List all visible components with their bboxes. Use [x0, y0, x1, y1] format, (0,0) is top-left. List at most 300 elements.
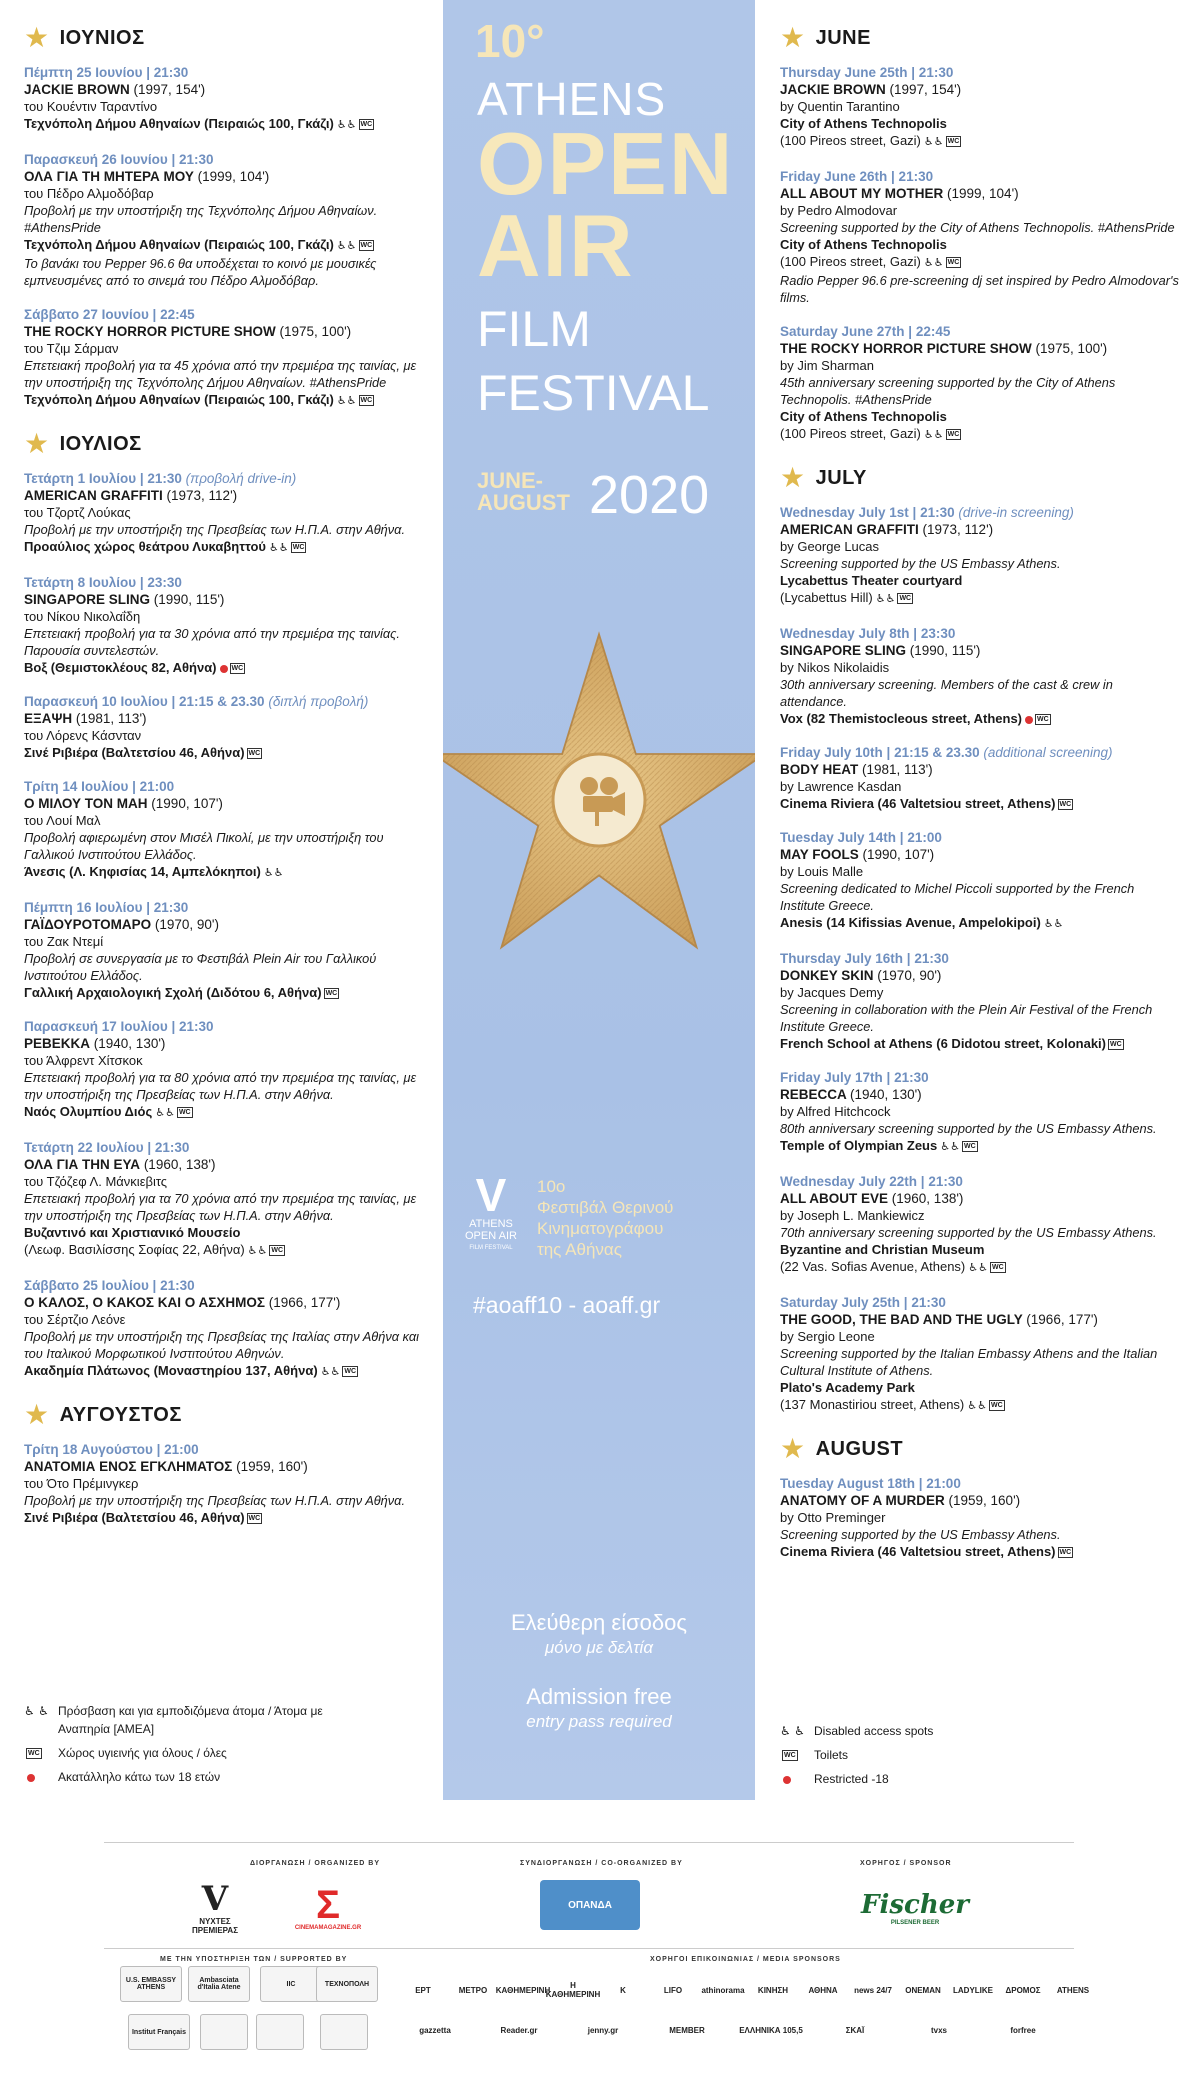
film-meta: (1966, 177') [268, 1295, 341, 1310]
film-title-text: THE ROCKY HORROR PICTURE SHOW [780, 341, 1032, 356]
venue [24, 744, 424, 761]
organized-by-heading: ΔΙΟΡΓΑΝΩΣΗ / ORGANIZED BY [250, 1860, 381, 1867]
screening-entry [780, 625, 1180, 727]
screening-note: 80th anniversary screening supported by the US Embassy Athens. [780, 1121, 1157, 1136]
film-title-text: SINGAPORE SLING [24, 592, 151, 607]
film-title [24, 1156, 424, 1173]
venue [780, 236, 1180, 253]
screening-date [24, 64, 424, 81]
film-title-text: AMERICAN GRAFFITI [780, 522, 919, 537]
supporter-logo: Ambasciata d'Italia Atene [188, 1966, 250, 2002]
screening-date [780, 168, 1180, 185]
venue-name: Τεχνόπολη Δήμου Αθηναίων (Πειραιώς 100, Γκάζι) [24, 237, 334, 252]
director: του Τζιμ Σάρμαν [24, 341, 119, 356]
legend-restricted [24, 1768, 354, 1786]
wheelchair-icon: ♿ ♿ [780, 1724, 805, 1738]
screening-entry [24, 1139, 424, 1260]
date-text: Wednesday July 8th | 23:30 [780, 626, 956, 641]
legend-greek [24, 1702, 354, 1792]
wc-icon: WC [991, 1402, 1003, 1410]
film-meta: (1981, 113') [75, 711, 147, 726]
venue-name: French School at Athens (6 Didotou street, Kolonaki) [780, 1036, 1106, 1051]
film-meta: (1975, 100') [279, 324, 352, 339]
film-title [780, 1190, 1180, 1207]
screening-entry [780, 1475, 1180, 1560]
venue-name: Βυζαντινό και Χριστιανικό Μουσείο [24, 1225, 241, 1240]
director: του Κουέντιν Ταραντίνο [24, 99, 158, 114]
screening-date [780, 323, 1180, 340]
venue-name: City of Athens Technopolis [780, 116, 947, 131]
wheelchair-icon: ♿♿ [967, 1400, 987, 1412]
screening-note: 70th anniversary screening supported by the US Embassy Athens. [780, 1225, 1157, 1240]
screening-note: Screening supported by the US Embassy Athens. [780, 556, 1061, 571]
screening-entry [24, 470, 424, 557]
venue [780, 1241, 1180, 1258]
venue-address [24, 1241, 424, 1260]
media-logo: ΣΚΑΪ [845, 2025, 865, 2035]
venue-address-text: (100 Pireos street, Gazi) [780, 426, 921, 441]
film-meta: (1966, 177') [1026, 1312, 1098, 1327]
banner-open: OPEN [477, 114, 735, 213]
screening-date [24, 151, 424, 168]
venue-name: Ναός Ολυμπίου Διός [24, 1104, 153, 1119]
film-meta: (1960, 138') [891, 1191, 964, 1206]
supported-by-heading: ΜΕ ΤΗΝ ΥΠΟΣΤΗΡΙΞΗ ΤΩΝ / SUPPORTED BY [160, 1956, 348, 1963]
screening-entry [24, 1018, 424, 1122]
film-meta: (1940, 130') [93, 1036, 166, 1051]
star-icon: ★ [780, 1433, 806, 1464]
date-text: Τρίτη 14 Ιουλίου | 21:00 [24, 779, 175, 794]
screening-date [780, 1475, 1180, 1492]
wc-icon: WC [292, 544, 305, 552]
legend-toilet [24, 1744, 354, 1762]
venue [24, 659, 424, 676]
film-title-text: ΟΛΑ ΓΙΑ ΤΗΝ ΕΥΑ [24, 1157, 141, 1172]
film-title-text: JACKIE BROWN [24, 82, 130, 97]
screening-date [24, 778, 424, 795]
film-title [24, 323, 424, 340]
month-name: JULY [815, 466, 867, 489]
month-name: ΙΟΥΛΙΟΣ [59, 432, 142, 455]
screening-date [24, 306, 424, 323]
media-logo: ΕΡΤ [415, 1985, 431, 1995]
dates-june: JUNE- [477, 468, 544, 493]
venue-address [780, 1258, 1180, 1277]
film-title [780, 1311, 1180, 1328]
date-text: Παρασκευή 26 Ιουνίου | 21:30 [24, 152, 214, 167]
month-heading [24, 1401, 424, 1429]
director: by Pedro Almodovar [780, 203, 898, 218]
director: by Jacques Demy [780, 985, 884, 1000]
film-meta: (1973, 112') [166, 488, 238, 503]
wc-icon: WC [991, 1264, 1004, 1272]
wheelchair-icon: ♿♿ [923, 136, 944, 148]
film-meta: (1960, 138') [143, 1157, 216, 1172]
film-meta: (1981, 113') [862, 762, 933, 777]
date-note: (drive-in screening) [958, 505, 1074, 520]
wheelchair-icon: ♿♿ [336, 395, 357, 407]
edition-number: 10° [475, 15, 545, 67]
gr-title-line: Κινηματογράφου [537, 1219, 664, 1238]
banner-dates [477, 470, 570, 514]
film-meta: (1959, 160') [236, 1459, 308, 1474]
venue-address [780, 425, 1180, 444]
date-text: Παρασκευή 10 Ιουλίου | 21:15 & 23.30 [24, 694, 265, 709]
wc-icon: WC [947, 431, 960, 439]
director: by Joseph L. Mankiewicz [780, 1208, 925, 1223]
divider [104, 1842, 1074, 1843]
screening-date [24, 899, 424, 916]
media-logo: news 24/7 [854, 1985, 892, 1995]
venue-name: Cinema Riviera (46 Valtetsiou street, Athens) [780, 796, 1056, 811]
wheelchair-icon: ♿♿ [155, 1107, 175, 1119]
legend-text: Χώρος υγιεινής για όλους / όλες [58, 1746, 227, 1760]
media-logo: ΕΛΛΗΝΙΚΑ 105,5 [739, 2025, 803, 2035]
venue-name: Σινέ Ριβιέρα (Βαλτετσίου 46, Αθήνα) [24, 1510, 245, 1525]
director: του Σέρτζιο Λεόνε [24, 1312, 126, 1327]
venue-address-text: (Lycabettus Hill) [780, 590, 873, 605]
red-dot-icon [24, 1768, 58, 1786]
director: του Πέδρο Αλμοδόβαρ [24, 186, 154, 201]
film-title-text: THE GOOD, THE BAD AND THE UGLY [780, 1312, 1023, 1327]
screening-note: Screening dedicated to Michel Piccoli supported by the French Institute Greece. [780, 881, 1135, 913]
v-logo-icon: V [201, 1879, 229, 1919]
venue [780, 914, 1180, 933]
venue [24, 538, 424, 557]
screening-note: Screening supported by the Italian Embassy Athens and the Italian Cultural Institute of Athens. [780, 1346, 1158, 1378]
wc-icon: WC [231, 665, 244, 673]
venue-name: Anesis (14 Kifissias Avenue, Ampelokipoi) [780, 915, 1041, 930]
screening-entry [24, 1277, 424, 1381]
venue [780, 1137, 1180, 1156]
supporter-logo-icon [200, 2014, 248, 2050]
legend-toilet [780, 1746, 980, 1764]
screening-date [780, 625, 1180, 642]
screening-date [780, 744, 1180, 761]
film-meta: (1997, 154') [889, 82, 962, 97]
wc-icon: WC [325, 990, 338, 998]
greek-program [24, 18, 424, 1543]
media-logo: tvxs [930, 2025, 947, 2035]
film-title-text: DONKEY SKIN [780, 968, 874, 983]
film-title [24, 916, 424, 933]
month-heading [780, 464, 1180, 492]
wc-icon: WC [947, 259, 960, 267]
film-title-text: ΕΞΑΨΗ [24, 711, 73, 726]
supporter-logo: ΤΕΧΝΟΠΟΛΗ [316, 1966, 378, 2002]
venue-name: City of Athens Technopolis [780, 409, 947, 424]
co-organized-by-heading: ΣΥΝΔΙΟΡΓΑΝΩΣΗ / CO-ORGANIZED BY [520, 1860, 683, 1867]
film-meta: (1970, 90') [877, 968, 942, 983]
date-text: Friday June 26th | 21:30 [780, 169, 934, 184]
screening-date [24, 574, 424, 591]
film-meta: (1999, 104') [947, 186, 1019, 201]
venue-name: City of Athens Technopolis [780, 237, 947, 252]
film-title [24, 487, 424, 504]
director: by Alfred Hitchcock [780, 1104, 891, 1119]
date-text: Friday July 17th | 21:30 [780, 1070, 929, 1085]
venue-name: Byzantine and Christian Museum [780, 1242, 985, 1257]
screening-entry [780, 168, 1180, 306]
media-logo: gazzetta [419, 2025, 451, 2035]
media-logo: ΚΑΘΗΜΕΡΙΝΗ [495, 1985, 551, 1995]
organizer-name: ΝΥΧΤΕΣ ΠΡΕΜΙΕΡΑΣ [192, 1917, 238, 1935]
director: by Jim Sharman [780, 358, 874, 373]
venue-name: Vox (82 Themistocleous street, Athens) [780, 711, 1023, 726]
film-meta: (1940, 130') [850, 1087, 922, 1102]
screening-entry [24, 899, 424, 1001]
star-icon: ★ [24, 1399, 50, 1430]
film-title-text: ΓΑΪΔΟΥΡΟΤΟΜΑΡΟ [24, 917, 152, 932]
director: του Λόρενς Κάσνταν [24, 728, 142, 743]
date-text: Tuesday July 14th | 21:00 [780, 830, 942, 845]
screening-date [780, 504, 1180, 521]
screening-note: Επετειακή προβολή για τα 45 χρόνια από την πρεμιέρα της ταινίας, με την υποστήριξη της Τεχνόπολης Δήμου Αθηναίων. #AthensPride [24, 358, 417, 390]
screening-date [780, 829, 1180, 846]
wheelchair-icon: ♿♿ [263, 867, 284, 879]
screening-date [24, 1018, 424, 1035]
venue [780, 1379, 1180, 1396]
film-title-text: ALL ABOUT EVE [780, 1191, 889, 1206]
date-text: Τετάρτη 1 Ιουλίου | 21:30 [24, 471, 182, 486]
wc-icon: WC [1110, 1041, 1122, 1049]
date-text: Σάββατο 27 Ιουνίου | 22:45 [24, 307, 195, 322]
venue [24, 1509, 424, 1526]
wc-icon: WC [360, 242, 373, 250]
admission-free-sub: entry pass required [526, 1712, 672, 1731]
date-note: (διπλή προβολή) [268, 694, 369, 709]
venue [24, 984, 424, 1001]
date-text: Wednesday July 1st | 21:30 [780, 505, 955, 520]
director: του Άλφρεντ Χίτσκοκ [24, 1053, 143, 1068]
venue-address [780, 253, 1180, 272]
supporter-logo: Institut Français [128, 2014, 190, 2050]
venue-address-text: (22 Vas. Sofias Avenue, Athens) [780, 1259, 966, 1274]
venue [780, 795, 1180, 812]
month-heading [780, 1435, 1180, 1463]
date-text: Τρίτη 18 Αυγούστου | 21:00 [24, 1442, 199, 1457]
venue [780, 710, 1180, 727]
month-name: ΑΥΓΟΥΣΤΟΣ [59, 1403, 182, 1426]
co-organizer-name: ΟΠΑΝΔΑ [568, 1899, 612, 1911]
film-title [24, 710, 424, 727]
film-meta: (1990, 115') [909, 643, 981, 658]
supporter-logo: IIC [260, 1966, 322, 2002]
free-entry-greek: Ελεύθερη είσοδος [510, 1610, 687, 1635]
film-title-text: THE ROCKY HORROR PICTURE SHOW [24, 324, 276, 339]
wc-icon: WC [784, 1752, 796, 1760]
venue-name: Άνεσις (Λ. Κηφισίας 14, Αμπελόκηποι) [24, 864, 261, 879]
star-icon: ★ [24, 428, 50, 459]
film-meta: (1990, 115') [153, 592, 225, 607]
main-sponsor-logo [860, 1878, 970, 1938]
banner-year: 2020 [589, 465, 710, 525]
film-title-text: ΡΕΒΕΚΚΑ [24, 1036, 91, 1051]
media-sponsors-heading: ΧΟΡΗΓΟΙ ΕΠΙΚΟΙΝΩΝΙΑΣ / MEDIA SPONSORS [650, 1956, 841, 1963]
director: by Otto Preminger [780, 1510, 886, 1525]
film-title-text: ΑΝΑΤΟΜΙΑ ΕΝΟΣ ΕΓΚΛΗΜΑΤΟΣ [24, 1459, 233, 1474]
film-title-text: ALL ABOUT MY MOTHER [780, 186, 944, 201]
gr-title-line: Φεστιβάλ Θερινού [537, 1198, 674, 1217]
venue [24, 1224, 424, 1241]
wc-icon: WC [344, 1368, 357, 1376]
media-logo: ΚΙΝΗΣΗ [757, 1985, 789, 1995]
screening-entry [24, 1441, 424, 1526]
wc-icon: WC [360, 121, 373, 129]
film-title-text: MAY FOOLS [780, 847, 859, 862]
venue-address-text: (100 Pireos street, Gazi) [780, 254, 921, 269]
wc-icon: WC [947, 138, 960, 146]
screening-entry [780, 1173, 1180, 1277]
media-logo: LADYLIKE [953, 1985, 993, 1995]
venue [24, 1103, 424, 1122]
wheelchair-icon: ♿♿ [336, 119, 357, 131]
logo-athens: ATHENS [469, 1218, 513, 1230]
screening-note: Επετειακή προβολή για τα 70 χρόνια από την πρεμιέρα της ταινίας, με την υποστήριξη της Πρεσβείας των Η.Π.Α. στην Αθήνα. [24, 1191, 417, 1223]
date-text: Τετάρτη 8 Ιουλίου | 23:30 [24, 575, 182, 590]
media-logo: athinorama [701, 1985, 745, 1995]
director: του Νίκου Νικολαΐδη [24, 609, 141, 624]
venue [780, 572, 1180, 589]
film-meta: (1990, 107') [151, 796, 223, 811]
film-title [24, 81, 424, 98]
screening-extra: Το βανάκι του Pepper 96.6 θα υποδέχεται το κοινό με μουσικές εμπνευσμένες από το σινεμά του Πέδρο Αλμοδόβαρ. [24, 256, 377, 288]
wheelchair-icon: ♿♿ [268, 542, 289, 554]
venue-address [780, 132, 1180, 151]
film-title [24, 168, 424, 185]
organizer-name: CINEMAMAGAZINE.GR [294, 1925, 362, 1931]
screening-entry [24, 64, 424, 134]
month-heading [24, 24, 424, 52]
supporter-logo: U.S. EMBASSY ATHENS [120, 1966, 182, 2002]
supporter-logo-icon [320, 2014, 368, 2050]
screening-note: Screening supported by the US Embassy Athens. [780, 1527, 1061, 1542]
wheelchair-icon: ♿♿ [923, 257, 944, 269]
venue [24, 115, 424, 134]
venue-address [780, 1396, 1180, 1415]
english-program [780, 18, 1180, 1577]
wc-icon: WC [248, 750, 261, 758]
screening-entry [24, 574, 424, 676]
wheelchair-icon: ♿♿ [875, 593, 896, 605]
screening-note: 45th anniversary screening supported by the City of Athens Technopolis. #AthensPride [780, 375, 1116, 407]
screening-date [24, 470, 424, 487]
legend-text: Ακατάλληλο κάτω των 18 ετών [58, 1770, 221, 1784]
wheelchair-icon: ♿♿ [320, 1366, 341, 1378]
venue-address-text: (137 Monastiriou street, Athens) [780, 1397, 965, 1412]
film-title [24, 591, 424, 608]
legend-text: Restricted -18 [814, 1772, 889, 1786]
venue-name: Προαύλιος χώρος θεάτρου Λυκαβηττού [24, 539, 266, 554]
venue-address-text: (100 Pireos street, Gazi) [780, 133, 921, 148]
screening-entry [780, 950, 1180, 1052]
screening-date [780, 1173, 1180, 1190]
director: του Τζορτζ Λούκας [24, 505, 131, 520]
wc-icon: WC [899, 595, 912, 603]
film-title [780, 185, 1180, 202]
month-heading [24, 430, 424, 458]
film-meta: (1997, 154') [133, 82, 206, 97]
legend-english [780, 1722, 980, 1794]
director: by Nikos Nikolaidis [780, 660, 890, 675]
screening-entry [780, 1294, 1180, 1415]
co-organizer-logo [540, 1880, 640, 1930]
venue-address [780, 589, 1180, 608]
date-text: Παρασκευή 17 Ιουλίου | 21:30 [24, 1019, 214, 1034]
wc-icon: WC [1037, 716, 1049, 724]
wc-icon: WC [963, 1143, 976, 1151]
date-note: (additional screening) [983, 745, 1113, 760]
date-text: Τετάρτη 22 Ιουλίου | 21:30 [24, 1140, 190, 1155]
screening-entry [24, 778, 424, 882]
media-logo: ONEMAN [905, 1985, 941, 1995]
star-icon: ★ [780, 22, 806, 53]
director: by Louis Malle [780, 864, 864, 879]
gr-title-line: της Αθήνας [537, 1240, 622, 1259]
film-meta: (1999, 104') [197, 169, 270, 184]
festival-banner [443, 0, 755, 1800]
red-dot-icon [780, 1770, 814, 1788]
venue-name: Γαλλική Αρχαιολογική Σχολή (Διδότου 6, Αθήνα) [24, 985, 322, 1000]
screening-entry [780, 504, 1180, 608]
film-meta: (1973, 112') [922, 522, 994, 537]
venue-address-text: (Λεωφ. Βασιλίσσης Σοφίας 22, Αθήνα) [24, 1242, 245, 1257]
media-logo: forfree [1010, 2025, 1036, 2035]
director: του Ζακ Ντεμί [24, 934, 104, 949]
divider [104, 1948, 1074, 1949]
screening-date [24, 693, 424, 710]
date-note: (προβολή drive-in) [185, 471, 297, 486]
venue-name: Σινέ Ριβιέρα (Βαλτετσίου 46, Αθήνα) [24, 745, 245, 760]
venue [24, 236, 424, 255]
date-text: Friday July 10th | 21:15 & 23.30 [780, 745, 980, 760]
month-heading [780, 24, 1180, 52]
screening-entry [24, 693, 424, 761]
media-logo: ΔΡΟΜΟΣ [1005, 1985, 1041, 1995]
wheelchair-icon: ♿♿ [940, 1141, 960, 1153]
screening-note: Προβολή σε συνεργασία με το Φεστιβάλ Plein Air του Γαλλικού Ινστιτούτου Ελλάδος. [24, 951, 377, 983]
media-logo: ΑΘΗΝΑ [808, 1985, 838, 1995]
sponsor-heading: ΧΟΡΗΓΟΣ / SPONSOR [860, 1860, 952, 1867]
venue-name: Plato's Academy Park [780, 1380, 915, 1395]
film-title-text: ΟΛΑ ΓΙΑ ΤΗ ΜΗΤΕΡΑ ΜΟΥ [24, 169, 194, 184]
film-title-text: ANATOMY OF A MURDER [780, 1493, 945, 1508]
media-logo: MEMBER [669, 2025, 705, 2035]
director: by Quentin Tarantino [780, 99, 900, 114]
screening-note: Προβολή με την υποστήριξη της Πρεσβείας των Η.Π.Α. στην Αθήνα. [24, 1493, 406, 1508]
venue [24, 391, 424, 410]
month-name: JUNE [815, 26, 871, 49]
fischer-name: Fischer [861, 1890, 969, 1920]
film-meta: (1990, 107') [862, 847, 935, 862]
screening-entry [780, 64, 1180, 151]
film-title-text: JACKIE BROWN [780, 82, 886, 97]
organizer-logo [180, 1878, 250, 1938]
legend-text: Disabled access spots [814, 1724, 934, 1738]
director: by George Lucas [780, 539, 880, 554]
greek-festival-title [537, 1176, 673, 1260]
banner-film: FILM [477, 301, 591, 357]
screening-note: Προβολή με την υποστήριξη της Πρεσβείας της Ιταλίας στην Αθήνα και του Ιταλικού Μορφωτικού Ινστιτούτου Αθηνών. [24, 1329, 419, 1361]
wheelchair-icon: ♿ ♿ [24, 1704, 49, 1718]
venue [780, 115, 1180, 132]
media-logo: Η ΚΑΘΗΜΕΡΙΝΗ [545, 1981, 601, 1999]
venue-name: Lycabettus Theater courtyard [780, 573, 963, 588]
hashtag-link[interactable]: #aoaff10 - aoaff.gr [473, 1292, 661, 1318]
free-entry-greek-sub: μόνο με δελτία [544, 1638, 654, 1657]
dates-august: AUGUST [477, 490, 570, 515]
film-title-text: SINGAPORE SLING [780, 643, 907, 658]
